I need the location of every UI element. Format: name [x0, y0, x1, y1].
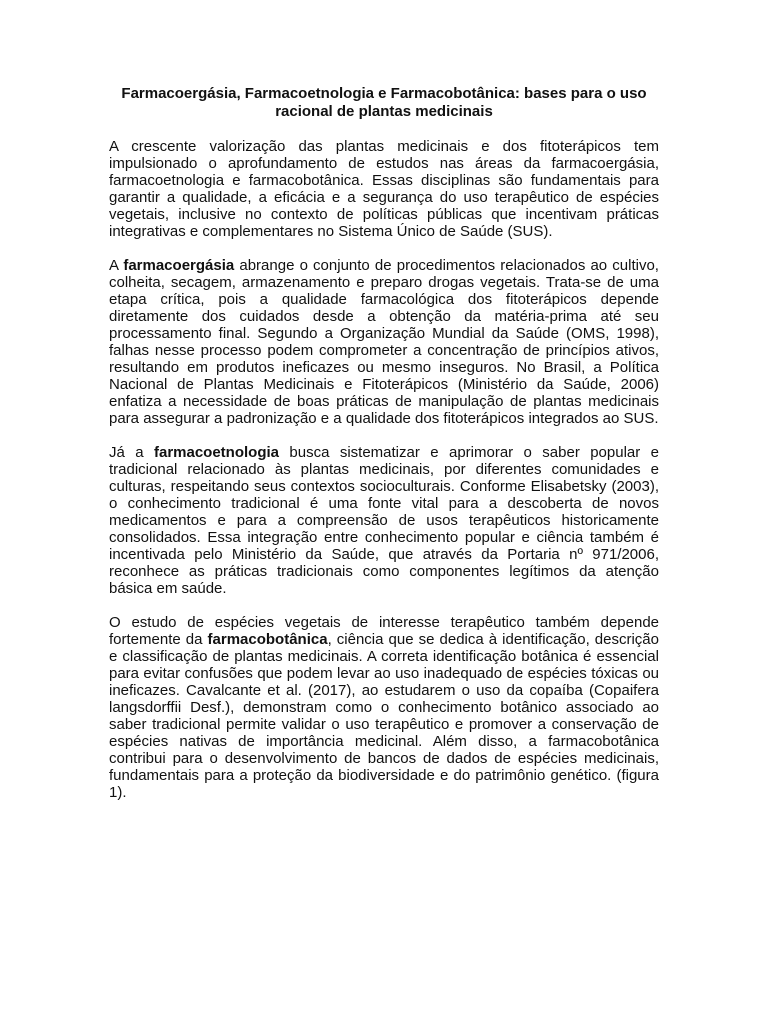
- paragraph-lead: A: [109, 257, 124, 274]
- paragraph-farmacoetnologia: [109, 444, 659, 597]
- paragraph-body: abrange o conjunto de procedimentos relacionados ao cultivo, colheita, secagem, armazenamento e preparo drogas vegetais. Trata-se de uma etapa crítica, pois a qualidade farmacológica dos fitoterápicos depende diretamente dos cuidados desde a obtenção da matéria-prima até seu processamento final. Segundo a Organização Mundial da Saúde (OMS, 1998), falhas nesse processo podem comprometer a concentração de princípios ativos, resultando em produtos ineficazes ou mesmo inseguros. No Brasil, a Política Nacional de Plantas Medicinais e Fitoterápicos (Ministério da Saúde, 2006) enfatiza a necessidade de boas práticas de manipulação de plantas medicinais para assegurar a padronização e a qualidade dos fitoterápicos integrados ao SUS.: [109, 257, 659, 427]
- paragraph-intro-text: A crescente valorização das plantas medicinais e dos fitoterápicos tem impulsionado o aprofundamento de estudos nas áreas da farmacoergásia, farmacoetnologia e farmacobotânica. Essas disciplinas são fundamentais para garantir a qualidade, a eficácia e a segurança do uso terapêutico de espécies vegetais, inclusive no contexto de políticas públicas que incentivam práticas integrativas e complementares no Sistema Único de Saúde (SUS).: [109, 138, 659, 240]
- paragraph-lead: O estudo de espécies vegetais de interesse terapêutico também depende fortemente da: [109, 614, 659, 648]
- paragraph-farmacoergasia: [109, 257, 659, 427]
- paragraph-farmacobotanica: [109, 614, 659, 801]
- term-farmacobotanica: farmacobotânica: [207, 631, 328, 648]
- paragraph-intro: [109, 138, 659, 240]
- paragraph-body: , ciência que se dedica à identificação, descrição e classificação de plantas medicinais. A correta identificação botânica é essencial para evitar confusões que podem levar ao uso inadequado de espécies tóxicas ou ineficazes. Cavalcante et al. (2017), ao estudarem o uso da copaíba (Copaifera langsdorffii Desf.), demonstram como o conhecimento botânico associado ao saber tradicional permite validar o uso terapêutico e promover a conservação de espécies nativas de importância medicinal. Além disso, a farmacobotânica contribui para o desenvolvimento de bancos de dados de espécies medicinais, fundamentais para a proteção da biodiversidade e do patrimônio genético. (figura 1).: [109, 631, 659, 801]
- paragraph-body: busca sistematizar e aprimorar o saber popular e tradicional relacionado às plantas medicinais, por diferentes comunidades e culturas, respeitando seus contextos socioculturais. Conforme Elisabetsky (2003), o conhecimento tradicional é uma fonte vital para a descoberta de novos medicamentos e para a compreensão de usos terapêuticos historicamente consolidados. Essa integração entre conhecimento popular e ciência também é incentivada pelo Ministério da Saúde, que através da Portaria nº 971/2006, reconhece as práticas tradicionais como componentes legítimos da atenção básica em saúde.: [109, 444, 659, 597]
- document-page: [109, 85, 659, 818]
- term-farmacoetnologia: farmacoetnologia: [153, 444, 280, 461]
- document-title: Farmacoergásia, Farmacoetnologia e Farmacobotânica: bases para o uso racional de plantas medicinais: [121, 85, 647, 120]
- paragraph-lead: Já a: [109, 444, 154, 461]
- term-farmacoergasia: farmacoergásia: [123, 257, 235, 274]
